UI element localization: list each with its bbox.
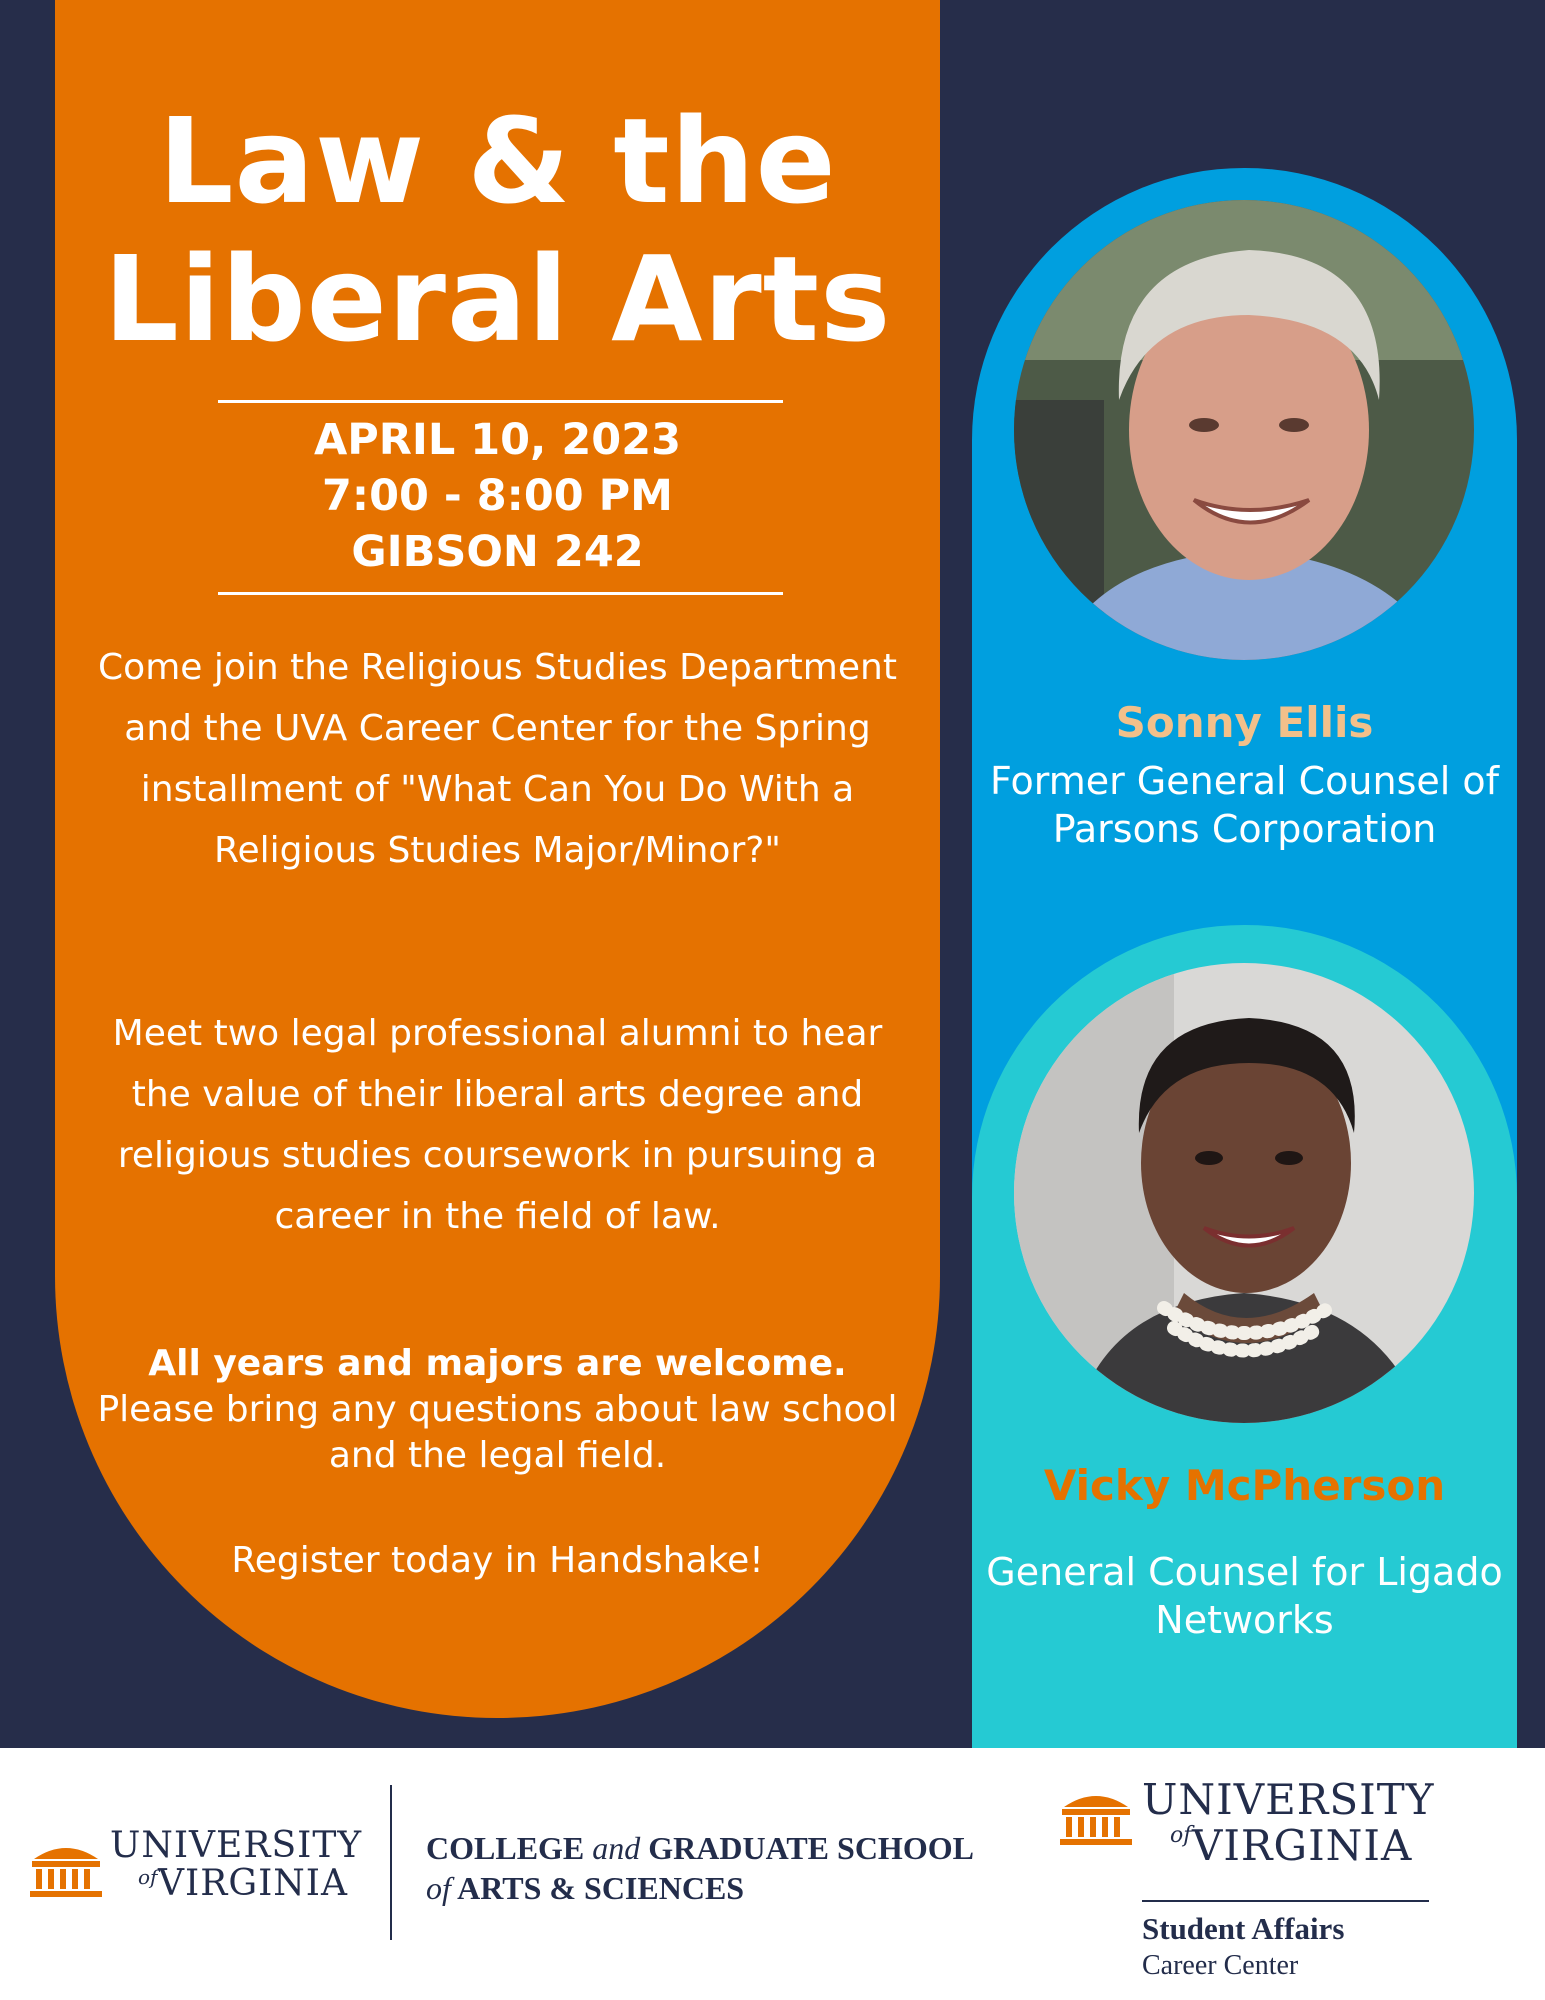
uva-wordmark-university-left: UNIVERSITY [110, 1825, 363, 1866]
speaker-role-2: General Counsel for Ligado Networks [986, 1550, 1503, 1642]
footer-divider [390, 1785, 392, 1940]
uva-wordmark-of-left: of [138, 1865, 158, 1889]
speaker-photo-sonny-ellis [1014, 200, 1474, 660]
portrait-man-illustration [1014, 200, 1474, 660]
college-text-of: of [426, 1870, 451, 1906]
event-title [55, 92, 940, 368]
portrait-woman-illustration [1014, 963, 1474, 1423]
career-center-label: Career Center [1142, 1950, 1299, 1981]
questions-note: Please bring any questions about law school and the legal field. [97, 1389, 898, 1476]
uva-wordmark-of-right: of [1170, 1823, 1192, 1848]
welcome-note [85, 1341, 910, 1479]
college-line-2 [426, 1868, 974, 1908]
rotunda-icon [30, 1837, 102, 1897]
title-line-1: Law & the [158, 92, 837, 230]
event-location: GIBSON 242 [351, 527, 644, 577]
register-call-to-action: Register today in Handshake! [231, 1540, 764, 1581]
description-paragraph-1: Come join the Religious Studies Department and the UVA Career Center for the Spring installment of "What Can You Do With a Religious Studies Major/Minor?" [98, 647, 897, 871]
welcome-statement: All years and majors are welcome. [148, 1343, 847, 1384]
college-text-a: COLLEGE [426, 1830, 593, 1866]
title-line-2: Liberal Arts [103, 230, 892, 368]
college-text-b: GRADUATE SCHOOL [640, 1830, 974, 1866]
description-paragraph-2: Meet two legal professional alumni to hear the value of their liberal arts degree and religious studies coursework in pursuing a career in the field of law. [112, 1013, 883, 1237]
college-line-1 [426, 1828, 974, 1868]
speaker-role-1: Former General Counsel of Parsons Corporation [989, 759, 1500, 851]
uva-wordmark-virginia-left: VIRGINIA [158, 1863, 349, 1904]
rotunda-icon-right [1060, 1785, 1132, 1845]
event-date: APRIL 10, 2023 [313, 415, 682, 465]
uva-wordmark-virginia-right: VIRGINIA [1192, 1821, 1413, 1870]
divider-bottom [218, 592, 783, 595]
college-text-and: and [592, 1830, 641, 1866]
college-text-arts: ARTS & SCIENCES [450, 1870, 745, 1906]
uva-logo-left [30, 1823, 363, 1913]
event-time: 7:00 - 8:00 PM [322, 471, 673, 521]
event-details [55, 412, 940, 580]
uva-wordmark-university-right: UNIVERSITY [1142, 1775, 1435, 1824]
career-center-rule [1142, 1900, 1429, 1902]
speaker-photo-vicky-mcpherson [1014, 963, 1474, 1423]
student-affairs-label: Student Affairs [1142, 1911, 1345, 1946]
divider-top [218, 400, 783, 403]
speaker-name-1: Sonny Ellis [1115, 698, 1374, 747]
college-wordmark [426, 1828, 974, 1908]
speaker-name-2: Vicky McPherson [1043, 1461, 1446, 1510]
uva-logo-right [1060, 1775, 1440, 1885]
